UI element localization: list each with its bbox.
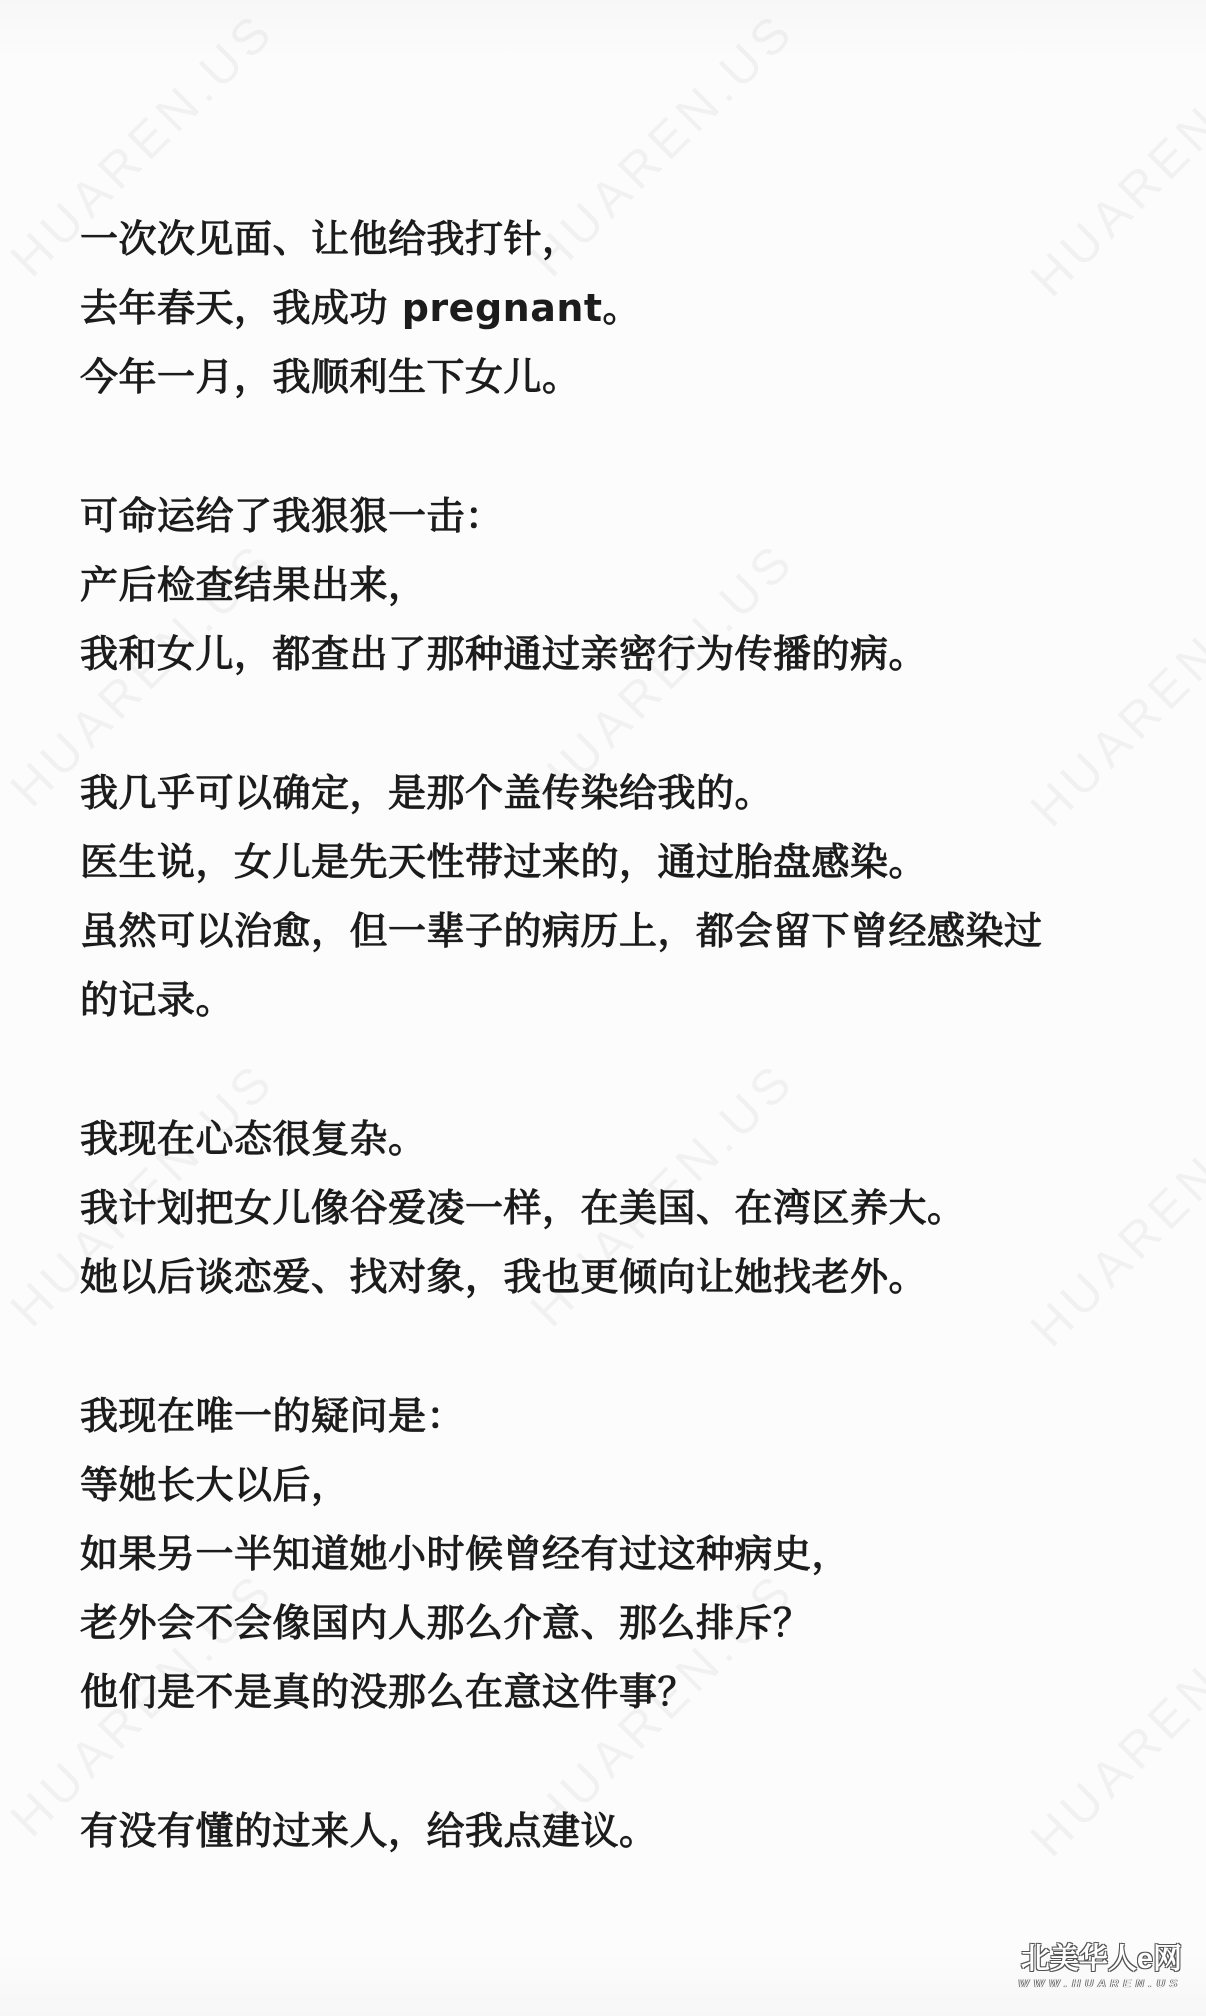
text-line: 等她长大以后， <box>80 1463 350 1507</box>
text-line: 我现在唯一的疑问是： <box>80 1394 466 1438</box>
text-line: 如果另一半知道她小时候曾经有过这种病史， <box>80 1532 851 1576</box>
paragraph <box>80 482 1140 689</box>
paragraph <box>80 205 1140 412</box>
text-line: 去年春天，我成功 pregnant。 <box>80 286 642 330</box>
text-line: 虽然可以治愈，但一辈子的病历上，都会留下曾经感染过 <box>80 909 1043 953</box>
text-line: 他们是不是真的没那么在意这件事？ <box>80 1670 697 1714</box>
text-line: 产后检查结果出来， <box>80 563 427 607</box>
text-line: 一次次见面、让他给我打针， <box>80 217 581 261</box>
text-line: 我几乎可以确定，是那个盖传染给我的。 <box>80 771 774 815</box>
text-line: 老外会不会像国内人那么介意、那么排斥？ <box>80 1601 812 1645</box>
post-body <box>80 205 1140 1936</box>
site-logo-text: 北美华人e网 <box>1020 1943 1182 1975</box>
paragraph <box>80 1105 1140 1312</box>
text-line: 有没有懂的过来人，给我点建议。 <box>80 1809 658 1853</box>
text-line: 我计划把女儿像谷爱凌一样，在美国、在湾区养大。 <box>80 1186 966 1230</box>
text-line: 今年一月，我顺利生下女儿。 <box>80 355 581 399</box>
text-line: 我现在心态很复杂。 <box>80 1117 427 1161</box>
text-line: 我和女儿，都查出了那种通过亲密行为传播的病。 <box>80 632 928 676</box>
text-line: 可命运给了我狠狠一击： <box>80 494 504 538</box>
text-line: 她以后谈恋爱、找对象，我也更倾向让她找老外。 <box>80 1255 928 1299</box>
site-logo-url: WWW.HUAREN.US <box>1018 1978 1182 1990</box>
paragraph <box>80 759 1140 1035</box>
text-line: 医生说，女儿是先天性带过来的，通过胎盘感染。 <box>80 840 928 884</box>
text-line: 的记录。 <box>80 978 235 1022</box>
site-logo <box>1002 1942 1182 1998</box>
paragraph <box>80 1382 1140 1727</box>
paragraph <box>80 1797 1140 1866</box>
